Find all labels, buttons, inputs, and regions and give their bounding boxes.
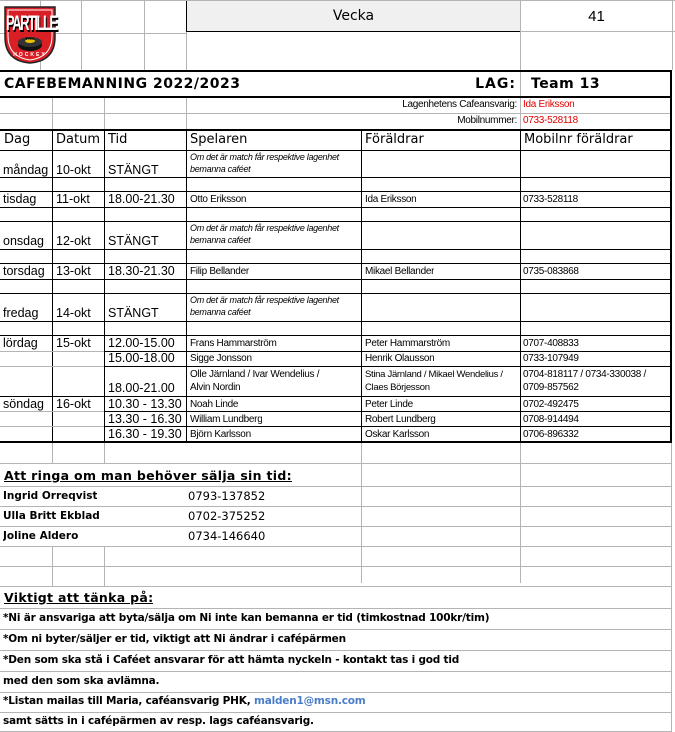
logo-subtext: HOCKEY [13,52,47,58]
row-closed-note: Om det är match får respektive lagenhet bemanna caféet [190,223,339,245]
call-section-heading: Att ringa om man behöver sälja sin tid: [4,468,292,483]
row-date: 15-okt [56,336,91,350]
row-time: 18.00-21.30 [108,192,175,206]
row-parents: Oskar Karlsson [365,429,430,440]
row-day: onsdag [3,234,45,248]
row-time: 18.00-21.00 [108,381,175,395]
row-time: 13.30 - 16.30 [108,412,182,426]
row-date: 10-okt [56,163,91,177]
row-day: lördag [3,336,38,350]
note-line: med den som ska avlämna. [3,675,160,687]
logo-puck-text: PHK [25,36,35,41]
row-date: 16-okt [56,397,91,411]
row-phone: 0707-408833 [523,338,579,349]
header-mobilnr: Mobilnr föräldrar [524,132,633,147]
note-line: *Ni är ansvariga att byta/sälja om Ni inte kan bemanna er tid (timkostnad 100kr/tim) [3,612,490,624]
row-date: 11-okt [56,192,90,206]
row-parents: Mikael Bellander [365,266,435,277]
contact-phone: 0734-146640 [188,529,266,543]
header-spelaren: Spelaren [190,132,248,147]
row-date: 12-okt [56,234,91,248]
row-time: 15.00-18.00 [108,351,175,365]
note-last-line: samt sätts in i cafépärmen av resp. lags caféansvarig. [3,715,314,727]
partille-hockey-logo [2,3,58,65]
row-time: 10.30 - 13.30 [108,397,182,411]
row-day: tisdag [3,192,37,206]
row-player: Otto Eriksson [190,194,247,205]
row-parents: Stina Järnland / Mikael Wendelius / Claes Börjesson [365,369,503,393]
row-player: Björn Karlsson [190,429,251,440]
email-link[interactable]: malden1@msn.com [253,695,366,707]
row-phone: 0704-818117 / 0734-330038 / 0709-857562 [523,369,646,393]
note-line: *Den som ska stå i Caféet ansvarar för att hämta nyckeln - kontakt tas i god tid [3,654,460,666]
week-label-cell [186,1,520,32]
notes-heading: Viktigt att tänka på: [4,590,154,605]
row-phone: 0735-083868 [523,266,579,277]
row-phone: 0706-896332 [523,429,579,440]
contact-name: Ulla Britt Ekblad [3,510,100,522]
row-closed-note: Om det är match får respektive lagenhet bemanna caféet [190,152,339,174]
contact-name: Joline Aldero [3,530,79,542]
header-datum: Datum [56,132,100,147]
team-label: LAG: [475,76,516,92]
row-time: STÄNGT [108,234,159,248]
contact-name: Ingrid Orreqvist [3,490,98,502]
row-day: torsdag [3,264,45,278]
row-time: 18.30-21.30 [108,264,175,278]
row-time: 12.00-15.00 [108,336,175,350]
row-day: fredag [3,306,39,320]
row-time: 16.30 - 19.30 [108,427,182,441]
contact-phone: 0702-375252 [188,509,266,523]
responsible-name: Ida Eriksson [523,99,575,110]
header-tid: Tid [108,132,128,147]
row-day: söndag [3,397,45,411]
responsible-phone-label: Mobilnummer: [457,115,517,126]
row-closed-note: Om det är match får respektive lagenhet bemanna caféet [190,295,339,317]
row-player: Olle Järnland / Ivar Wendelius / Alvin Nordin [190,369,320,393]
logo-text: PARTILLE [6,11,57,35]
contact-phone: 0793-137852 [188,489,266,503]
responsible-label: Lagenhetens Cafeansvarig: [402,99,517,110]
week-label: Vecka [332,8,375,24]
team-value: Team 13 [531,76,601,92]
row-time: STÄNGT [108,306,159,320]
header-dag: Dag [4,132,31,147]
note-line: *Om ni byter/säljer er tid, viktigt att Ni ändrar i cafépärmen [3,633,346,645]
note-mail-line [3,695,366,707]
row-player: Frans Hammarström [190,338,277,349]
row-date: 14-okt [56,306,91,320]
responsible-phone: 0733-528118 [523,115,578,126]
page-title: CAFEBEMANNING 2022/2023 [4,76,241,92]
row-parents: Ida Eriksson [365,194,417,205]
row-parents: Henrik Olausson [365,353,435,364]
row-phone: 0733-107949 [523,353,579,364]
row-day: måndag [3,163,49,177]
row-parents: Robert Lundberg [365,414,436,425]
row-parents: Peter Hammarström [365,338,450,349]
row-phone: 0733-528118 [523,194,578,205]
week-number-value: 41 [588,7,605,25]
row-parents: Peter Linde [365,399,413,410]
row-phone: 0708-914494 [523,414,579,425]
row-phone: 0702-492475 [523,399,579,410]
row-player: Noah Linde [190,399,239,410]
row-player: Filip Bellander [190,266,249,277]
row-date: 13-okt [56,264,91,278]
row-time: STÄNGT [108,163,159,177]
note-mail-prefix: *Listan mailas till Maria, caféansvarig PHK, [3,695,254,707]
row-player: Sigge Jonsson [190,353,252,364]
week-number [521,1,672,31]
row-player: William Lundberg [190,414,263,425]
header-foraldrar: Föräldrar [365,132,424,147]
